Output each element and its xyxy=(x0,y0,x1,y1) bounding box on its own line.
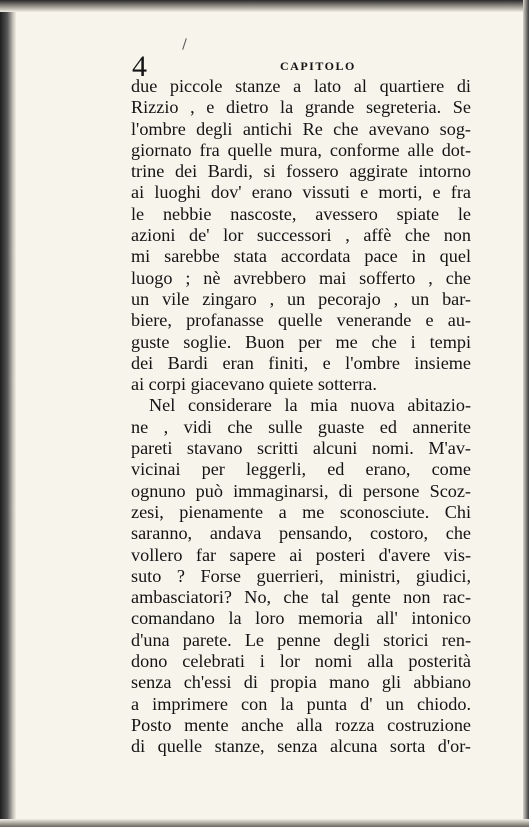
paragraph-2 xyxy=(131,395,471,757)
text-line: zesi, pienamente a me sconosciute. Chi xyxy=(131,501,471,522)
text-line: ai corpi giacevano quiete sotterra. xyxy=(131,374,377,395)
text-line: saranno, andava pensando, costoro, che xyxy=(131,523,471,544)
text-line: un vile zingaro , un pecorajo , un bar- xyxy=(131,288,471,309)
running-head: CAPITOLO xyxy=(280,59,356,73)
text-line: ne , vidi che sulle guaste ed annerite xyxy=(131,416,471,437)
text-line: dono celebrati i lor nomi alla posterità xyxy=(131,651,471,672)
text-line: a imprimere con la punta d' un chiodo. xyxy=(131,693,471,714)
text-line: pareti stavano scritti alcuni nomi. M'av- xyxy=(131,438,471,459)
text-line: giornato fra quelle mura, conforme alle dot- xyxy=(131,139,471,160)
text-line: senza ch'essi di propia mano gli abbiano xyxy=(131,672,471,693)
body-text xyxy=(131,76,471,758)
scan-edge-left xyxy=(0,0,16,827)
text-line: Posto mente anche alla rozza costruzione xyxy=(131,714,471,735)
text-line: dei Bardi eran finiti, e l'ombre insieme xyxy=(131,352,471,373)
text-line: trine dei Bardi, si fossero aggirate intorno xyxy=(131,161,471,182)
text-line: guste soglie. Buon per me che i tempi xyxy=(131,331,471,352)
page-number: 4 xyxy=(132,50,147,83)
text-line: comandano la loro memoria all' intonico xyxy=(131,608,471,629)
scan-edge-bottom xyxy=(0,819,529,827)
scan-edge-top xyxy=(0,0,529,12)
text-line: ai luoghi dov' erano vissuti e morti, e fra xyxy=(131,182,471,203)
text-line: vicinai per leggerli, ed erano, come xyxy=(131,459,471,480)
text-line: Nel considerare la mia nuova abitazio- xyxy=(149,395,471,416)
paragraph-1 xyxy=(131,76,471,395)
text-line: mi sarebbe stata accordata pace in quel xyxy=(131,246,471,267)
text-line: ambasciatori? No, che tal gente non rac- xyxy=(131,587,471,608)
text-line: l'ombre degli antichi Re che avevano sog- xyxy=(131,118,471,139)
text-line: luogo ; nè avrebbero mai sofferto , che xyxy=(131,267,471,288)
text-line: suto ? Forse guerrieri, ministri, giudici, xyxy=(131,565,471,586)
scan-edge-right xyxy=(523,0,529,827)
ink-mark xyxy=(182,38,187,50)
text-line: Rizzio , e dietro la grande segreteria. Se xyxy=(131,97,471,118)
text-line: di quelle stanze, senza alcuna sorta d'or- xyxy=(131,736,471,757)
text-line: le nebbie nascoste, avessero spiate le xyxy=(131,203,471,224)
text-line: ognuno può immaginarsi, di persone Scoz- xyxy=(131,480,471,501)
text-line: biere, profanasse quelle venerande e au- xyxy=(131,310,471,331)
text-line: d'una parete. Le penne degli storici ren- xyxy=(131,629,471,650)
text-line: vollero far sapere ai posteri d'avere vis- xyxy=(131,544,471,565)
text-line: due piccole stanze a lato al quartiere di xyxy=(131,76,471,96)
text-line: azioni de' lor successori , affè che non xyxy=(131,225,471,246)
